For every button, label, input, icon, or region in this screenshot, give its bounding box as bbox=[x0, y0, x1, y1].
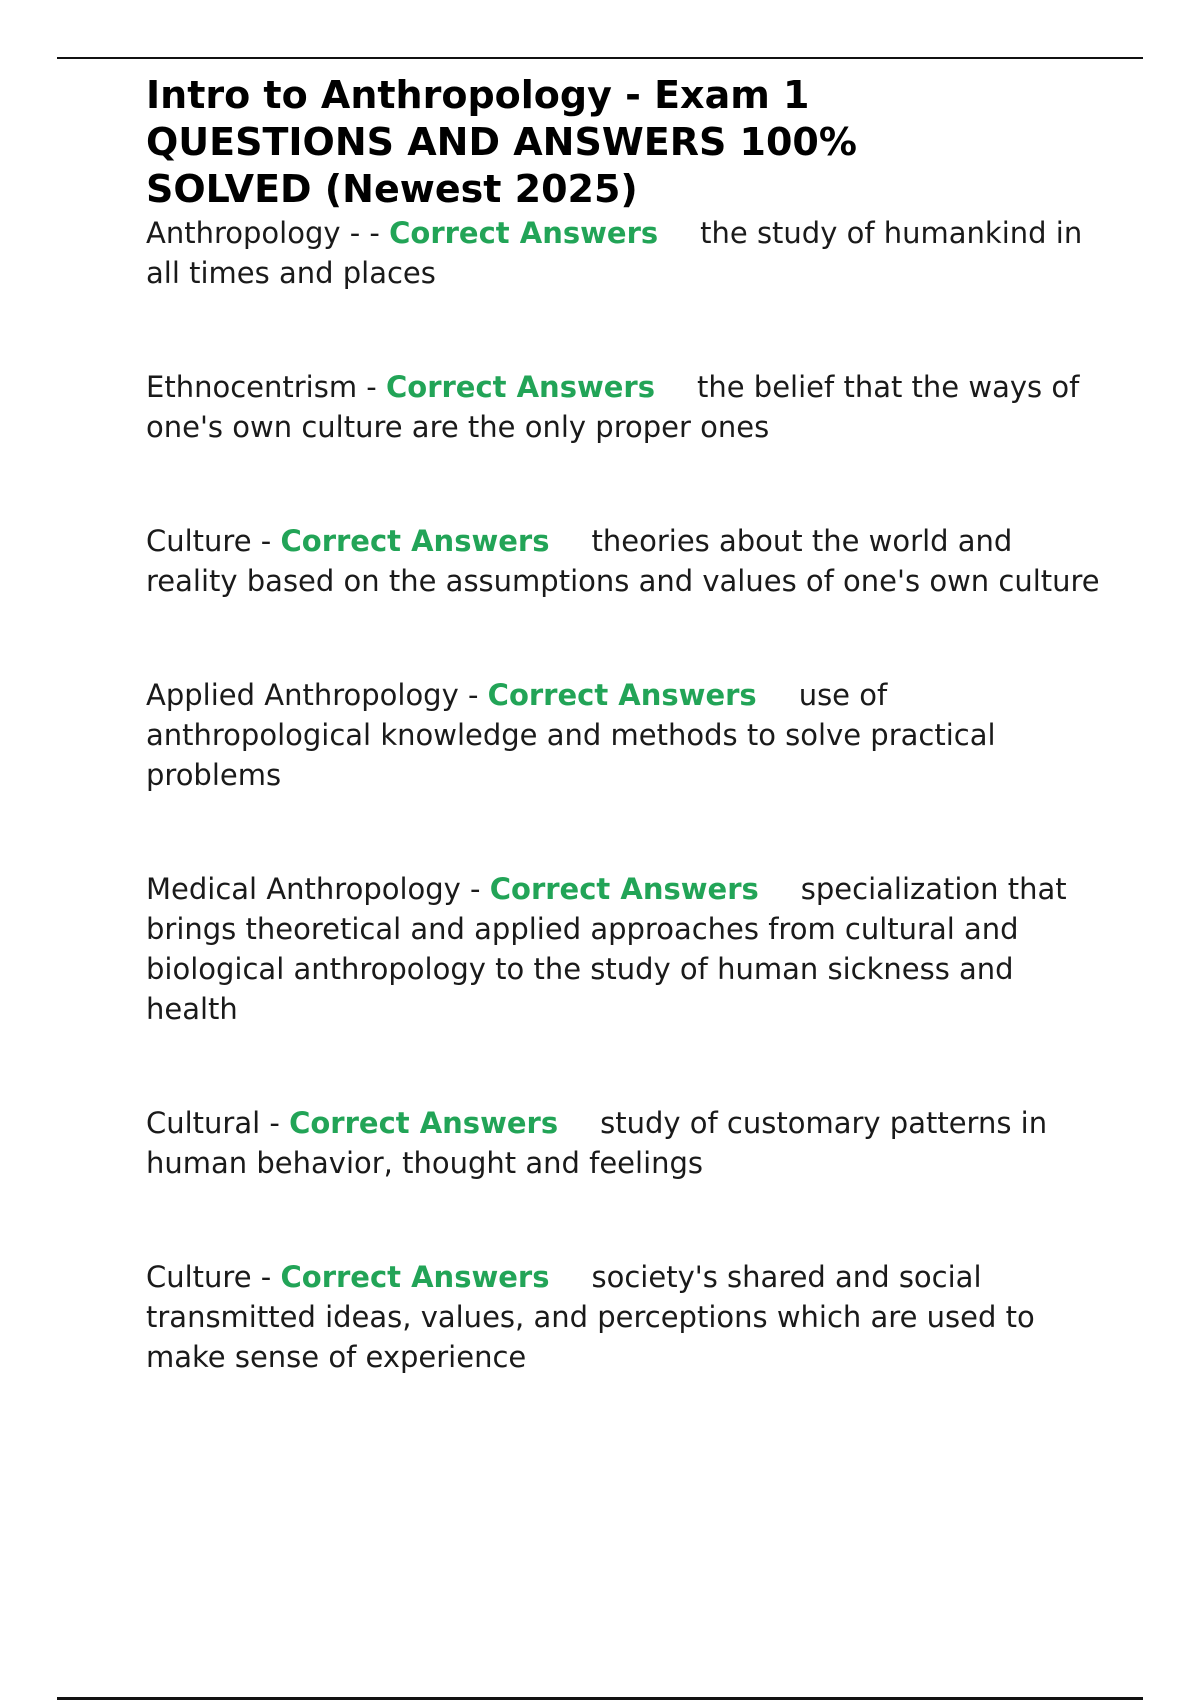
entry-term: Medical Anthropology bbox=[146, 872, 461, 906]
entry-term: Culture bbox=[146, 524, 252, 558]
entry-definition: the belief that the ways of one's own culture are the only proper ones bbox=[146, 370, 1080, 444]
entry-definition: the study of humankind in all times and places bbox=[146, 216, 1083, 290]
entry-term: Anthropology bbox=[146, 216, 341, 250]
top-rule bbox=[57, 57, 1143, 59]
entry-separator: - bbox=[357, 370, 386, 404]
entry-definition: specialization that brings theoretical and applied approaches from cultural and biological anthropology to the study of human sickness and health bbox=[146, 872, 1067, 1026]
correct-answers-label: Correct Answers bbox=[489, 872, 759, 906]
correct-answers-label: Correct Answers bbox=[487, 678, 757, 712]
entry-definition: use of anthropological knowledge and methods to solve practical problems bbox=[146, 678, 996, 792]
entry-term: Ethnocentrism bbox=[146, 370, 358, 404]
entry-separator: - bbox=[251, 524, 281, 558]
entry-separator: - bbox=[458, 678, 488, 712]
entry-definition: society's shared and social transmitted ideas, values, and perceptions which are used to make sense of experience bbox=[146, 1260, 1035, 1374]
entry-definition: study of customary patterns in human behavior, thought and feelings bbox=[146, 1106, 1048, 1180]
document-body bbox=[146, 72, 1106, 1377]
entry-term: Cultural bbox=[146, 1106, 261, 1140]
entry-term: Applied Anthropology bbox=[146, 678, 459, 712]
correct-answers-label: Correct Answers bbox=[389, 216, 659, 250]
correct-answers-label: Correct Answers bbox=[385, 370, 655, 404]
document-title: Intro to Anthropology - Exam 1 QUESTIONS AND ANSWERS 100% SOLVED (Newest 2025) bbox=[146, 73, 857, 211]
correct-answers-label: Correct Answers bbox=[289, 1106, 559, 1140]
entry-term: Culture bbox=[146, 1260, 252, 1294]
qa-list bbox=[146, 213, 1106, 1377]
qa-entry bbox=[146, 367, 1106, 447]
qa-entry bbox=[146, 521, 1106, 601]
qa-entry bbox=[146, 1103, 1106, 1183]
entry-definition: theories about the world and reality based on the assumptions and values of one's own culture bbox=[146, 524, 1100, 598]
entry-separator: - bbox=[251, 1260, 281, 1294]
entry-separator: - bbox=[260, 1106, 290, 1140]
qa-entry bbox=[146, 213, 1106, 293]
correct-answers-label: Correct Answers bbox=[280, 524, 550, 558]
entry-separator: - bbox=[460, 872, 490, 906]
entry-separator: - - bbox=[340, 216, 390, 250]
correct-answers-label: Correct Answers bbox=[280, 1260, 550, 1294]
qa-entry bbox=[146, 869, 1106, 1029]
qa-entry bbox=[146, 1257, 1106, 1377]
qa-entry bbox=[146, 675, 1106, 795]
